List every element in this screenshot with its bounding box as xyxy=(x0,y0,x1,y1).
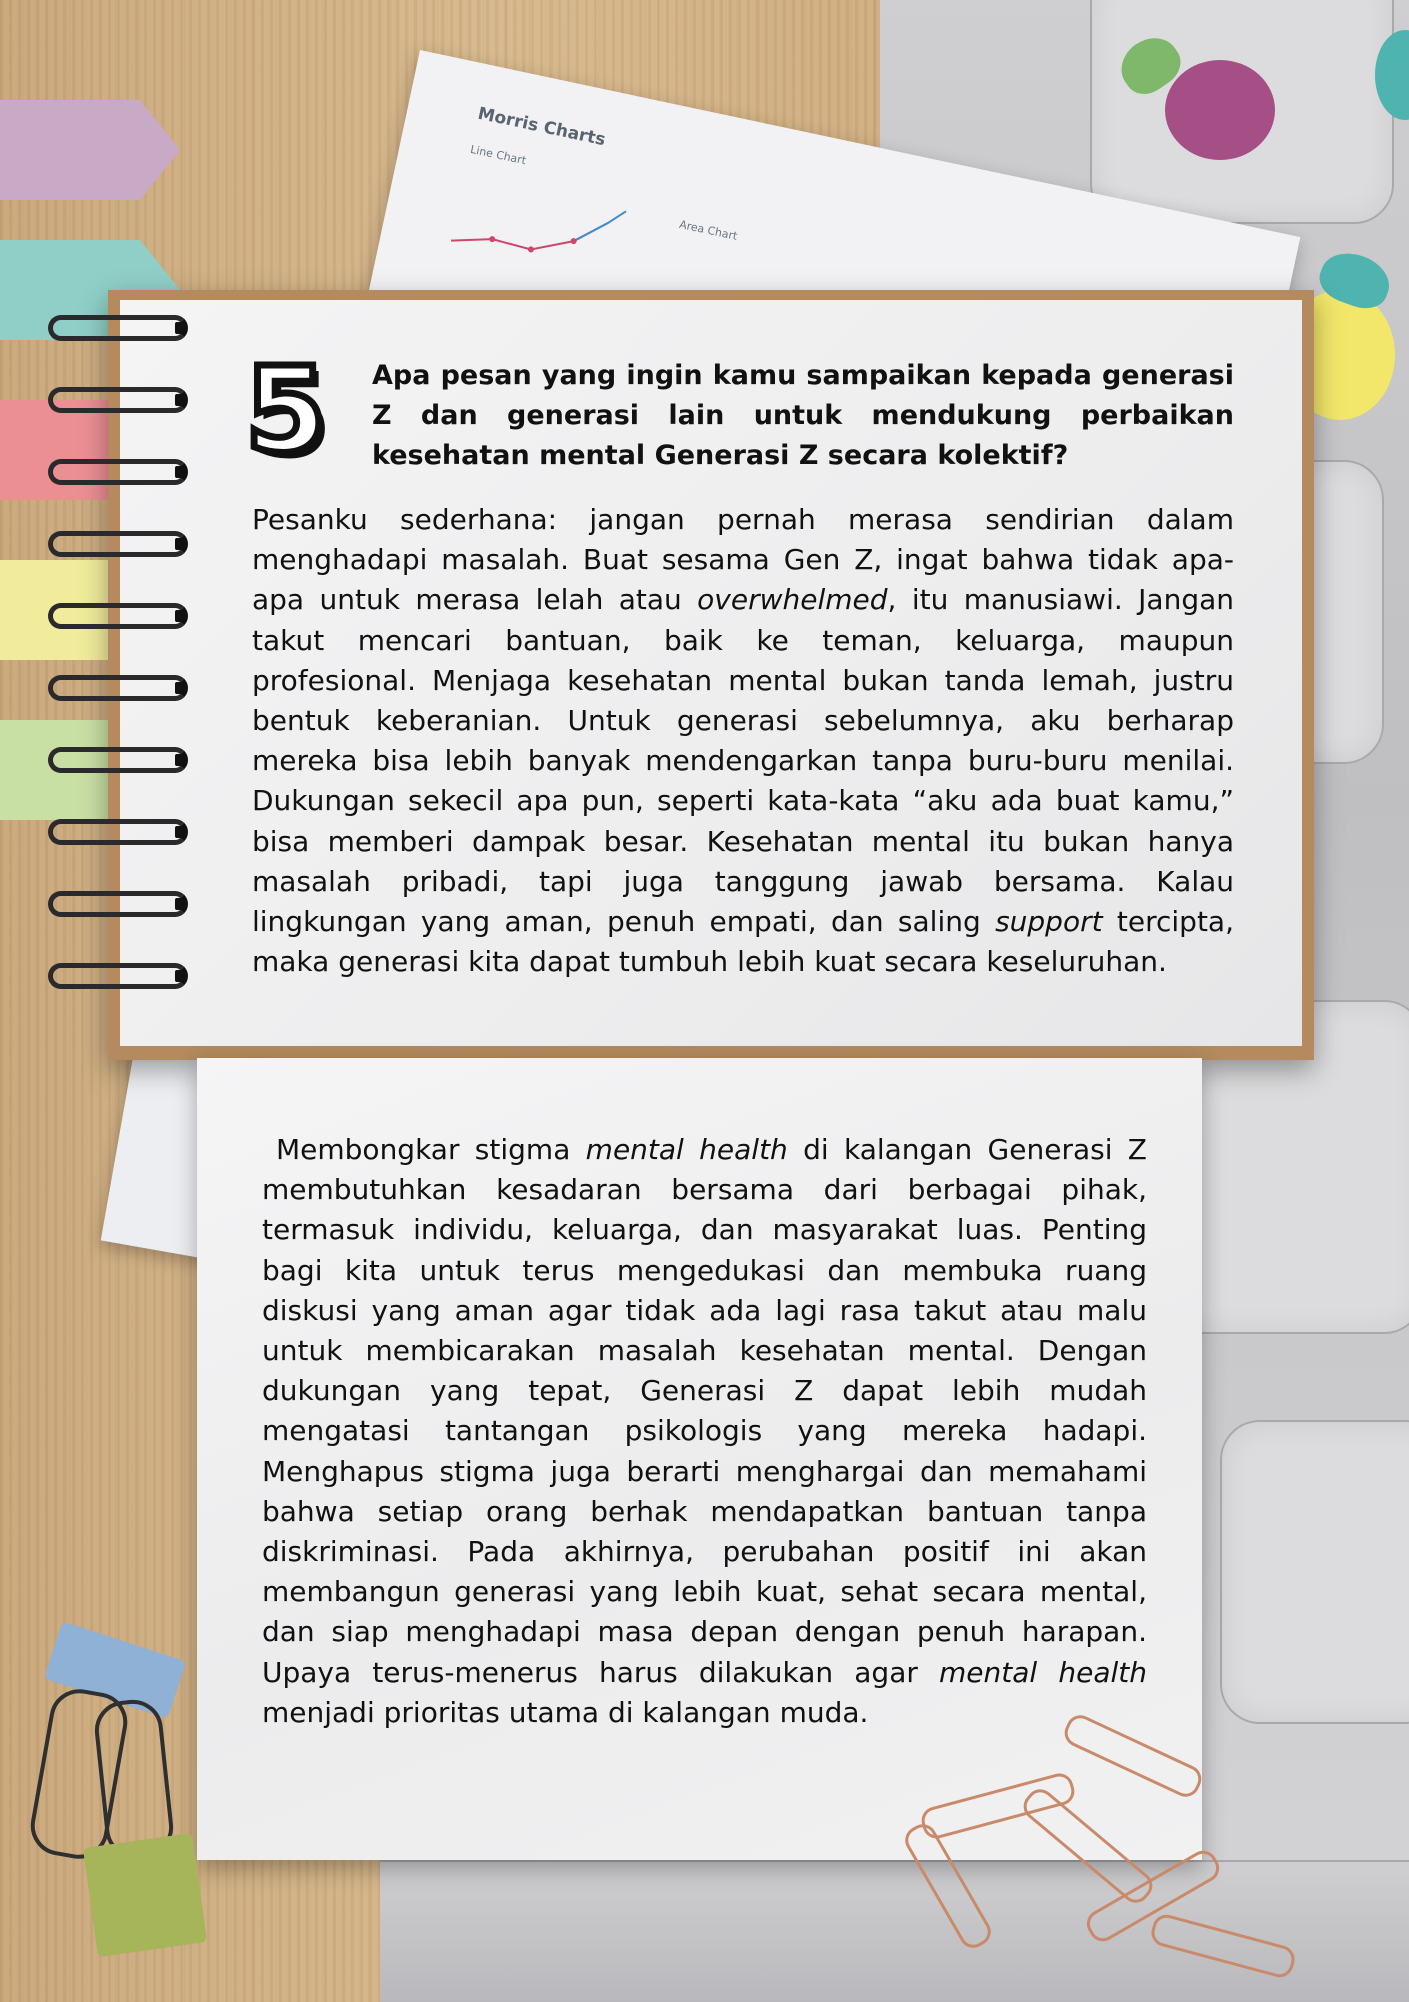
section-number: 5 xyxy=(244,341,328,479)
spiral-binding xyxy=(48,315,198,1035)
answer-text-part: , itu manusiawi. Jangan takut mencari bantuan, baik ke teman, keluarga, maupun profesional. Menjaga kesehatan mental bukan tanda lemah, justru bentuk keberanian. Untuk generasi sebelumnya, aku berharap mereka bisa lebih banyak mendengarkan tanpa buru-buru menilai. Dukungan sekecil apa pun, seperti kata-kata “aku ada buat kamu,” bisa memberi dampak besar. Kesehatan mental itu bukan hanya masalah pribadi, tapi juga tanggung jawab bersama. Kalau lingkungan yang aman, penuh empati, dan saling xyxy=(252,583,1234,939)
spiral-ring xyxy=(48,603,188,629)
sticky-tab-purple xyxy=(0,100,140,200)
conclusion-text-part: Membongkar stigma xyxy=(276,1133,586,1166)
conclusion-text-part: menjadi prioritas utama di kalangan muda. xyxy=(262,1695,869,1729)
answer-text-italic: support xyxy=(995,905,1103,939)
answer-text-part: tercipta, maka generasi kita dapat tumbuh lebih kuat secara keseluruhan. xyxy=(252,905,1234,979)
spiral-ring xyxy=(48,819,188,845)
spiral-ring xyxy=(48,675,188,701)
fruit-eraser-purple xyxy=(1165,60,1275,160)
question-text: Apa pesan yang ingin kamu sampaikan kepada generasi Z dan generasi lain untuk mendukung perbaikan kesehatan mental Generasi Z secara kolektif? xyxy=(372,360,1234,471)
chart-paper-title: Morris Charts xyxy=(475,103,608,151)
answer-text-italic: overwhelmed xyxy=(697,583,888,617)
spiral-ring xyxy=(48,531,188,557)
spiral-ring xyxy=(48,747,188,773)
conclusion-text-italic: mental health xyxy=(585,1133,788,1166)
binder-clip-green xyxy=(83,1833,207,1957)
answer-text-part: Pesanku sederhana: jangan pernah merasa sendirian dalam menghadapi masalah. Buat sesama Gen Z, ingat bahwa tidak apa-apa untuk merasa lelah atau xyxy=(252,503,1234,617)
conclusion-text xyxy=(262,1130,1147,1733)
spiral-ring xyxy=(48,315,188,341)
chart-paper-line-label: Line Chart xyxy=(469,142,528,168)
spiral-ring xyxy=(48,387,188,413)
spiral-ring xyxy=(48,963,188,989)
conclusion-text-part: di kalangan Generasi Z membutuhkan kesadaran bersama dari berbagai pihak, termasuk individu, keluarga, dan masyarakat luas. Penting bagi kita untuk terus mengedukasi dan membuka ruang diskusi yang aman agar tidak ada lagi rasa takut atau malu untuk membicarakan masalah kesehatan mental. Dengan dukungan yang tepat, Generasi Z dapat lebih mudah mengatasi tantangan psikologis yang mereka hadapi. Menghapus stigma juga berarti menghargai dan memahami bahwa setiap orang berhak mendapatkan bantuan tanpa diskriminasi. Pada akhirnya, perubahan positif ini akan membangun generasi yang lebih kuat, sehat secara mental, dan siap menghadapi masa depan dengan penuh harapan. Upaya terus-menerus harus dilakukan agar xyxy=(262,1133,1147,1689)
chart-paper-area-label: Area Chart xyxy=(678,217,739,243)
chart-paper-line-graphic xyxy=(437,170,651,300)
puzzle-bottom xyxy=(380,1860,1409,2002)
spiral-ring xyxy=(48,891,188,917)
conclusion-text-italic: mental health xyxy=(939,1655,1147,1689)
answer-text xyxy=(252,500,1234,982)
spiral-ring xyxy=(48,459,188,485)
puzzle-piece xyxy=(1220,1420,1409,1724)
